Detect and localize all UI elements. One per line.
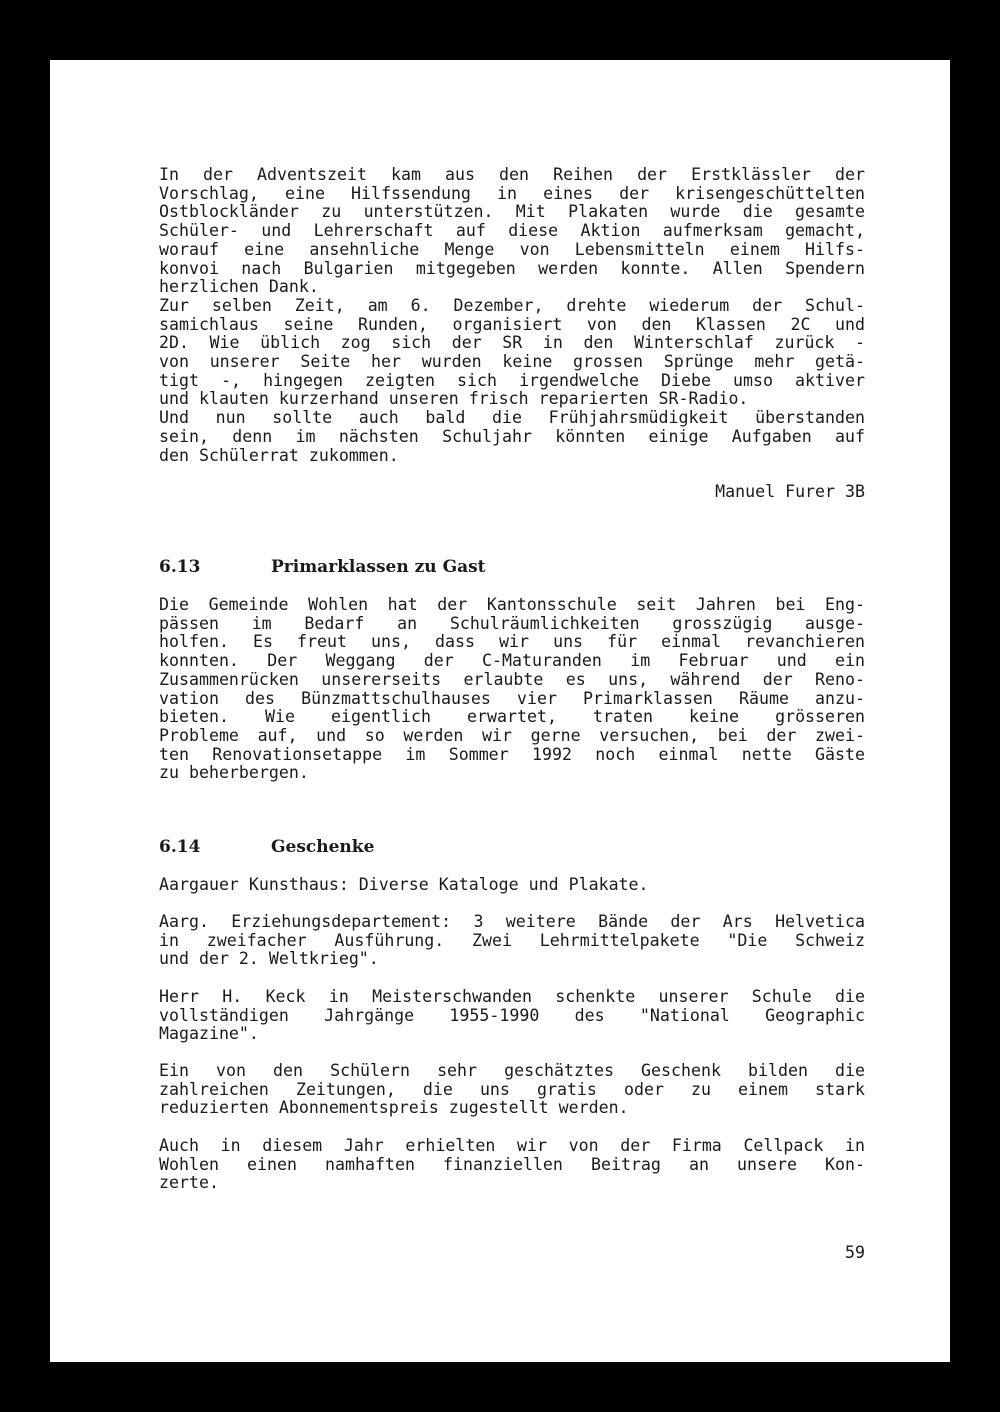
text-line: Zur selben Zeit, am 6. Dezember, drehte wiederum der Schul-: [159, 295, 865, 315]
gift-paragraph-kunsthaus: [159, 876, 865, 895]
page-number: 59: [845, 1243, 865, 1262]
text-line: Schüler- und Lehrerschaft auf diese Aktion aufmerksam gemacht,: [159, 221, 865, 241]
author-signature: Manuel Furer 3B: [715, 482, 865, 501]
gift-paragraph-zeitungen: [159, 1062, 865, 1118]
text-line: ten Renovationsetappe im Sommer 1992 noch einmal nette Gäste: [159, 744, 865, 764]
section-number: 6.14: [159, 837, 201, 857]
text-line: worauf eine ansehnliche Menge von Lebensmitteln einem Hilfs-: [159, 239, 865, 259]
section-heading-6-13: [159, 557, 486, 577]
document-page: [50, 60, 950, 1362]
text-line: Ein von den Schülern sehr geschätztes Geschenk bilden die: [159, 1061, 865, 1080]
text-line: und klauten kurzerhand unseren frisch reparierten SR-Radio.: [159, 389, 749, 409]
text-line: samichlaus seine Runden, organisiert von den Klassen 2C und: [159, 314, 865, 334]
section-heading-6-14: [159, 837, 374, 857]
section-number: 6.13: [159, 557, 201, 577]
section-title: Primarklassen zu Gast: [271, 557, 486, 577]
text-line: den Schülerrat zukommen.: [159, 445, 399, 465]
text-line: Magazine".: [159, 1024, 259, 1044]
text-line: Aarg. Erziehungsdepartement: 3 weitere Bände der Ars Helvetica: [159, 912, 865, 931]
text-line: bieten. Wie eigentlich erwartet, traten keine grösseren: [159, 707, 865, 727]
gift-paragraph-keck: [159, 988, 865, 1044]
text-line: holfen. Es freut uns, dass wir uns für einmal revanchieren: [159, 632, 865, 652]
text-line: Ostblockländer zu unterstützen. Mit Plakaten wurde die gesamte: [159, 202, 865, 222]
section-6-13-paragraph: [159, 596, 865, 783]
gift-paragraph-erziehungsdepartement: [159, 913, 865, 969]
text-line: In der Adventszeit kam aus den Reihen der Erstklässler der: [159, 165, 865, 184]
text-line: pässen im Bedarf an Schulräumlichkeiten grosszügig ausge-: [159, 613, 865, 633]
gift-paragraph-cellpack: [159, 1137, 865, 1193]
text-line: Wohlen einen namhaften finanziellen Beitrag an unsere Kon-: [159, 1154, 865, 1174]
text-line: zahlreichen Zeitungen, die uns gratis oder zu einem stark: [159, 1079, 865, 1099]
text-line: 2D. Wie üblich zog sich der SR in den Winterschlaf zurück -: [159, 333, 865, 353]
text-line: und der 2. Weltkrieg".: [159, 949, 379, 969]
text-line: in zweifacher Ausführung. Zwei Lehrmittelpakete "Die Schweiz: [159, 930, 865, 950]
text-line: zerte.: [159, 1173, 219, 1193]
text-line: Und nun sollte auch bald die Frühjahrsmüdigkeit überstanden: [159, 408, 865, 428]
text-line: Zusammenrücken unsererseits erlaubte es uns, während der Reno-: [159, 669, 865, 689]
text-line: Die Gemeinde Wohlen hat der Kantonsschule seit Jahren bei Eng-: [159, 595, 865, 614]
text-line: vollständigen Jahrgänge 1955-1990 des "National Geographic: [159, 1005, 865, 1025]
text-line: zu beherbergen.: [159, 763, 309, 783]
text-line: konnten. Der Weggang der C-Maturanden im Februar und ein: [159, 651, 865, 671]
intro-paragraph: [159, 166, 865, 465]
text-line: tigt -, hingegen zeigten sich irgendwelche Diebe umso aktiver: [159, 370, 865, 390]
text-line: Aargauer Kunsthaus: Diverse Kataloge und Plakate.: [159, 875, 649, 894]
text-line: Auch in diesem Jahr erhielten wir von der Firma Cellpack in: [159, 1136, 865, 1155]
text-line: Probleme auf, und so werden wir gerne versuchen, bei der zwei-: [159, 725, 865, 745]
text-line: herzlichen Dank.: [159, 277, 319, 297]
text-line: von unserer Seite her wurden keine grossen Sprünge mehr getä-: [159, 352, 865, 372]
text-line: vation des Bünzmattschulhauses vier Primarklassen Räume anzu-: [159, 688, 865, 708]
section-title: Geschenke: [271, 837, 375, 857]
text-line: sein, denn im nächsten Schuljahr könnten einige Aufgaben auf: [159, 426, 865, 446]
text-line: Herr H. Keck in Meisterschwanden schenkte unserer Schule die: [159, 987, 865, 1006]
text-line: konvoi nach Bulgarien mitgegeben werden konnte. Allen Spendern: [159, 258, 865, 278]
text-line: Vorschlag, eine Hilfssendung in eines der krisengeschüttelten: [159, 183, 865, 203]
text-line: reduzierten Abonnementspreis zugestellt werden.: [159, 1098, 629, 1118]
